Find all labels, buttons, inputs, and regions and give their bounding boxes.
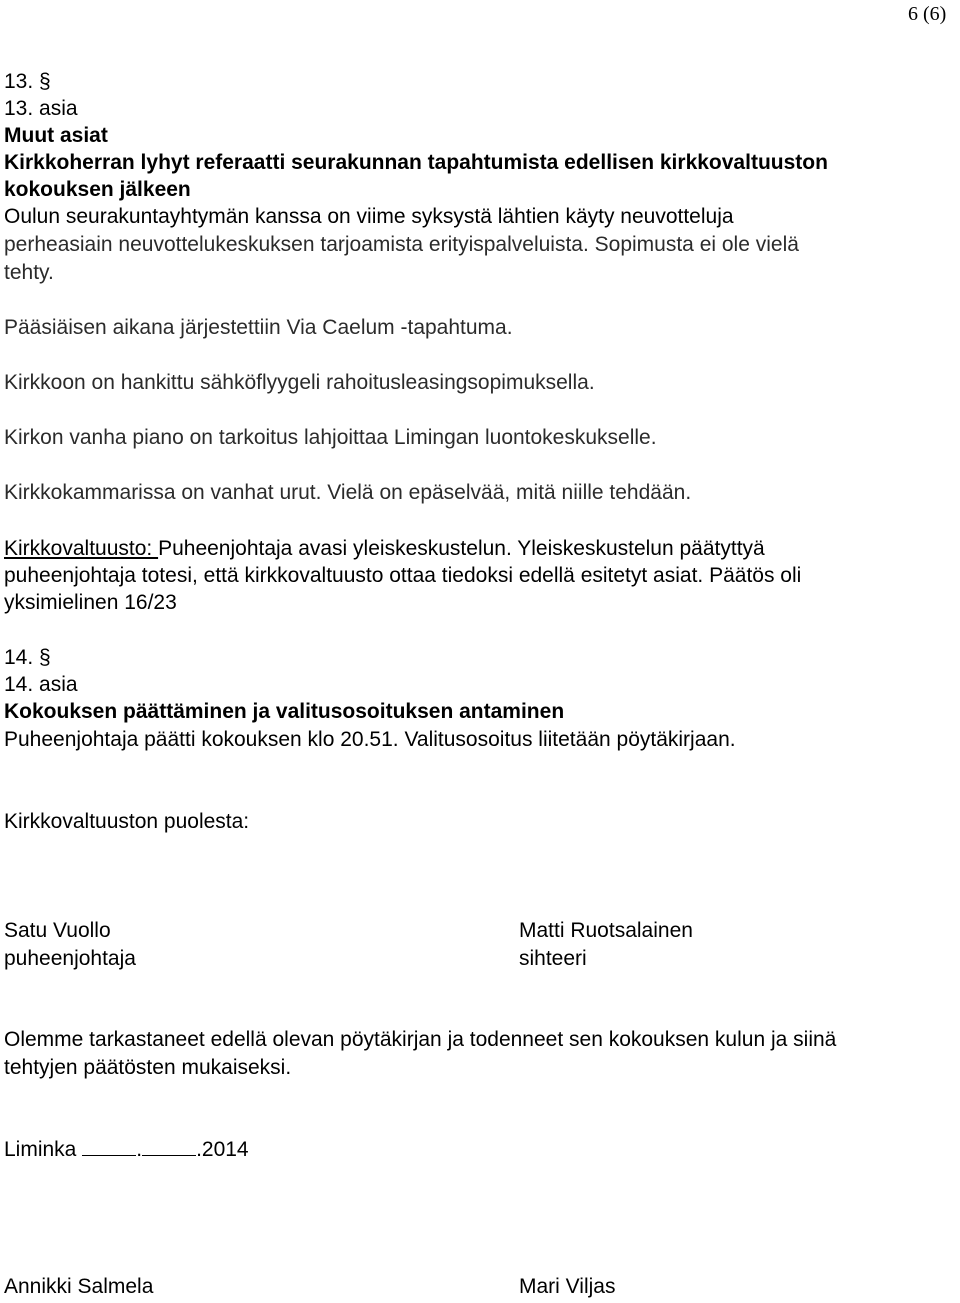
- date-dot: .: [136, 1138, 143, 1161]
- reviewer-1-name: Annikki Salmela: [4, 1275, 154, 1298]
- month-blank: [142, 1137, 196, 1156]
- place-date-line: [4, 1136, 249, 1164]
- decision-label: Kirkkovaltuusto:: [4, 537, 159, 560]
- decision-line1: [4, 535, 765, 563]
- paragraph-1-line1: Oulun seurakuntayhtymän kanssa on viime syksystä lähtien käyty neuvotteluja: [4, 205, 734, 228]
- section-13-subheading-line1: Kirkkoherran lyhyt referaatti seurakunnan tapahtumista edellisen kirkkovaltuuston: [4, 151, 828, 174]
- section-14-number: 14. §: [4, 646, 51, 669]
- paragraph-2: Pääsiäisen aikana järjestettiin Via Caelum -tapahtuma.: [4, 316, 513, 339]
- decision-line2: puheenjohtaja totesi, että kirkkovaltuusto ottaa tiedoksi edellä esitetyt asiat. Päätös oli: [4, 564, 802, 587]
- chair-name: Satu Vuollo: [4, 919, 111, 942]
- paragraph-1-line3: tehty.: [4, 261, 54, 284]
- review-line2: tehtyjen päätösten mukaiseksi.: [4, 1056, 292, 1079]
- section-13-asia: 13. asia: [4, 97, 78, 120]
- place: Liminka: [4, 1138, 77, 1161]
- secretary-name: Matti Ruotsalainen: [519, 919, 693, 942]
- reviewer-2-name: Mari Viljas: [519, 1275, 616, 1298]
- paragraph-1-line2: perheasiain neuvottelukeskuksen tarjoamista erityispalveluista. Sopimusta ei ole vielä: [4, 233, 799, 256]
- paragraph-4: Kirkon vanha piano on tarkoitus lahjoittaa Limingan luontokeskukselle.: [4, 426, 657, 449]
- secretary-title: sihteeri: [519, 947, 587, 970]
- on-behalf-label: Kirkkovaltuuston puolesta:: [4, 810, 250, 833]
- section-13-heading: Muut asiat: [4, 124, 108, 147]
- section-13-subheading-line2: kokouksen jälkeen: [4, 178, 191, 201]
- day-blank: [82, 1137, 136, 1156]
- review-line1: Olemme tarkastaneet edellä olevan pöytäkirjan ja todenneet sen kokouksen kulun ja siinä: [4, 1028, 837, 1051]
- paragraph-5: Kirkkokammarissa on vanhat urut. Vielä on epäselvää, mitä niille tehdään.: [4, 481, 692, 504]
- decision-line1-text: Puheenjohtaja avasi yleiskeskustelun. Yleiskeskustelun päätyttyä: [158, 537, 765, 560]
- chair-title: puheenjohtaja: [4, 947, 136, 970]
- page-number: 6 (6): [908, 3, 947, 25]
- section-14-heading: Kokouksen päättäminen ja valitusosoituksen antaminen: [4, 700, 565, 723]
- decision-line3: yksimielinen 16/23: [4, 591, 177, 614]
- section-14-body: Puheenjohtaja päätti kokouksen klo 20.51. Valitusosoitus liitetään pöytäkirjaan.: [4, 728, 736, 751]
- date-year: .2014: [196, 1138, 249, 1161]
- section-14-asia: 14. asia: [4, 673, 78, 696]
- paragraph-3: Kirkkoon on hankittu sähköflyygeli rahoitusleasingsopimuksella.: [4, 371, 595, 394]
- section-13-number: 13. §: [4, 70, 51, 93]
